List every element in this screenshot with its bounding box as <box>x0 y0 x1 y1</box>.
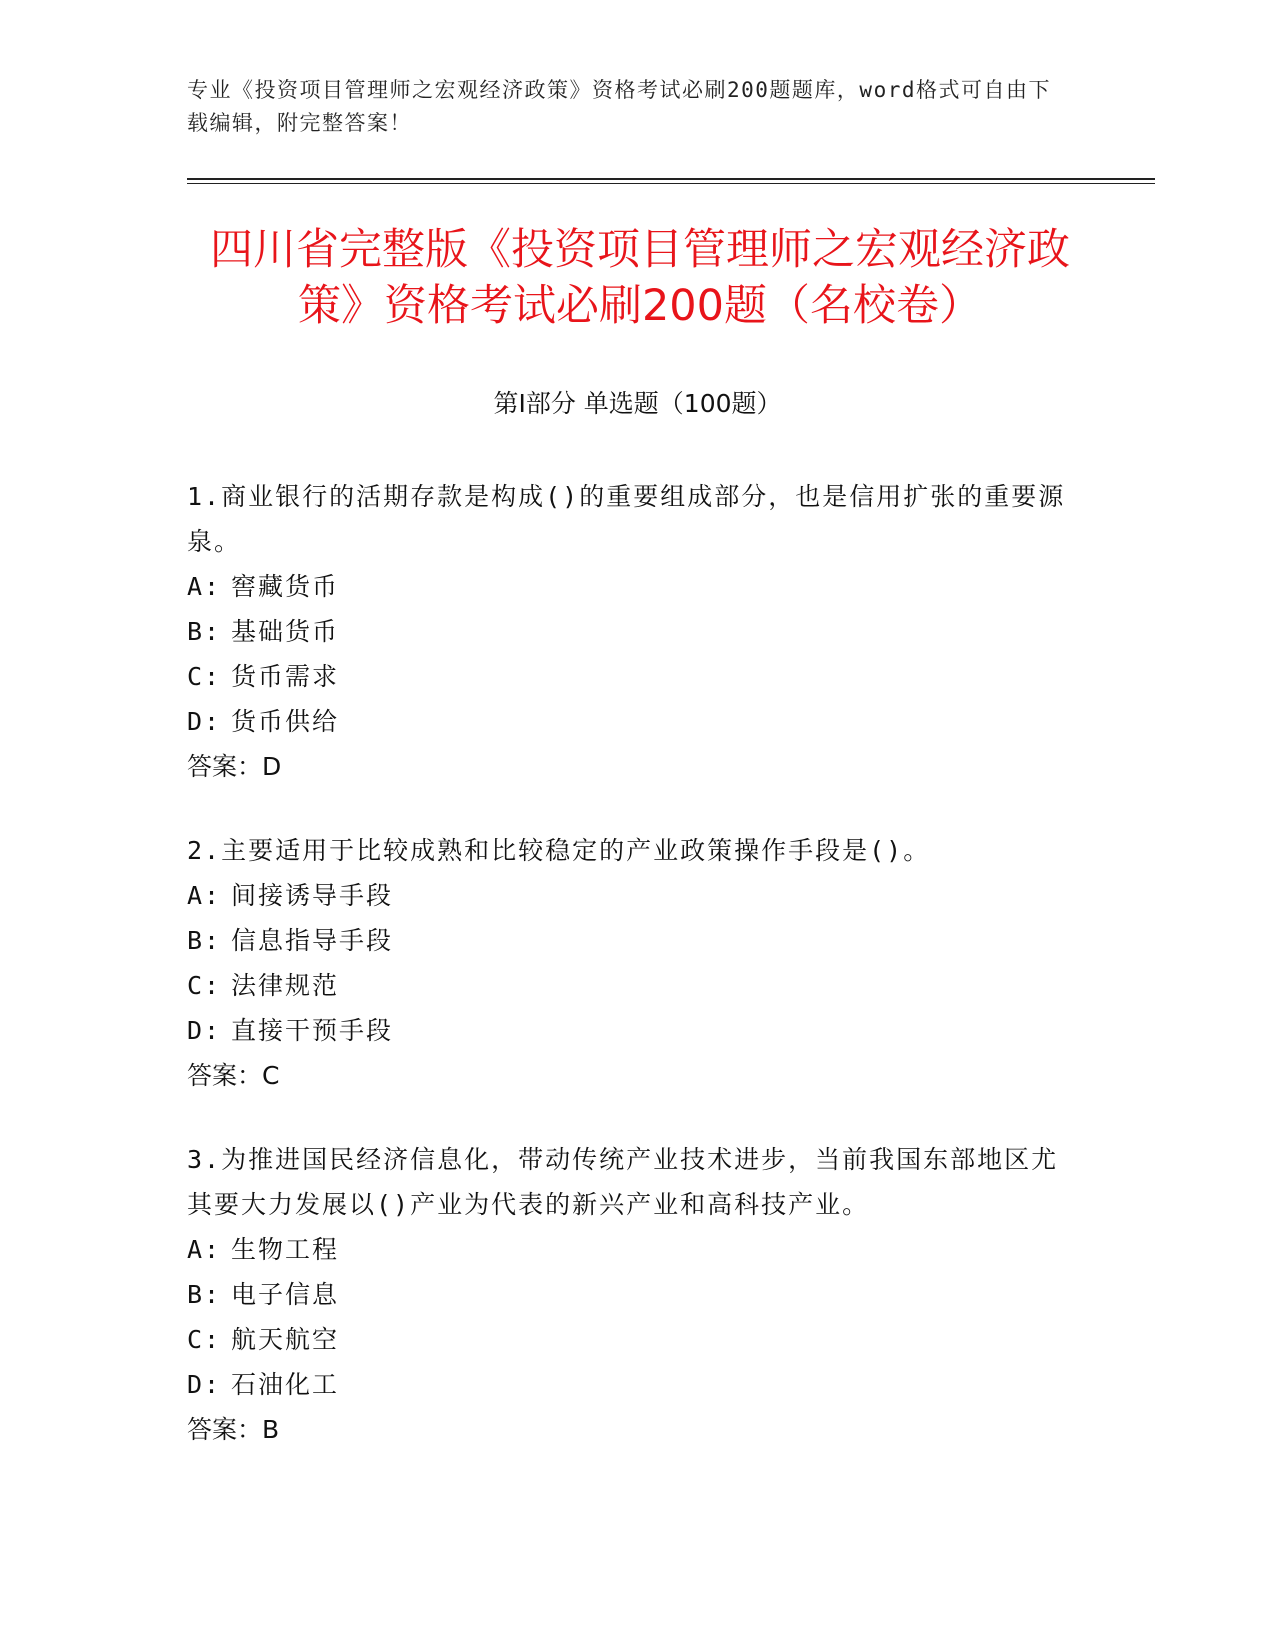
question-3 <box>187 1137 1067 1452</box>
option-d <box>187 1362 1067 1407</box>
option-d <box>187 1008 1067 1053</box>
option-c <box>187 654 1067 699</box>
header-divider-thick <box>187 178 1155 180</box>
header-divider-thin <box>187 183 1155 184</box>
option-letter: B: <box>187 617 222 646</box>
question-stem: 2.主要适用于比较成熟和比较稳定的产业政策操作手段是()。 <box>187 836 931 865</box>
option-text: 石油化工 <box>231 1370 340 1399</box>
option-letter: A: <box>187 881 222 910</box>
option-letter: C: <box>187 1325 222 1354</box>
option-text: 货币需求 <box>231 662 340 691</box>
question-1 <box>187 474 1067 789</box>
answer-line: 答案：C <box>187 1061 280 1090</box>
document-title: 四川省完整版《投资项目管理师之宏观经济政策》资格考试必刷200题（名校卷） <box>210 225 1070 331</box>
option-text: 生物工程 <box>231 1235 340 1264</box>
option-letter: C: <box>187 971 222 1000</box>
option-letter: B: <box>187 926 222 955</box>
option-text: 窖藏货币 <box>231 572 340 601</box>
question-list <box>187 474 1067 1491</box>
option-text: 电子信息 <box>231 1280 340 1309</box>
option-letter: D: <box>187 1370 222 1399</box>
option-letter: D: <box>187 1016 222 1045</box>
option-letter: D: <box>187 707 222 736</box>
option-b <box>187 609 1067 654</box>
option-a <box>187 1227 1067 1272</box>
option-a <box>187 873 1067 918</box>
question-stem: 1.商业银行的活期存款是构成()的重要组成部分，也是信用扩张的重要源泉。 <box>187 482 1066 556</box>
option-text: 航天航空 <box>231 1325 340 1354</box>
option-text: 信息指导手段 <box>231 926 394 955</box>
option-a <box>187 564 1067 609</box>
option-text: 直接干预手段 <box>231 1016 394 1045</box>
option-b <box>187 918 1067 963</box>
header-note: 专业《投资项目管理师之宏观经济政策》资格考试必刷200题题库，word格式可自由下载编辑，附完整答案！ <box>187 78 1051 135</box>
option-letter: C: <box>187 662 222 691</box>
answer-line: 答案：D <box>187 752 282 781</box>
option-c <box>187 1317 1067 1362</box>
option-b <box>187 1272 1067 1317</box>
question-stem: 3.为推进国民经济信息化，带动传统产业技术进步，当前我国东部地区尤其要大力发展以()产业为代表的新兴产业和高科技产业。 <box>187 1145 1059 1219</box>
answer-line: 答案：B <box>187 1415 280 1444</box>
option-c <box>187 963 1067 1008</box>
question-2 <box>187 828 1067 1098</box>
option-d <box>187 699 1067 744</box>
option-letter: A: <box>187 1235 222 1264</box>
option-letter: A: <box>187 572 222 601</box>
option-text: 法律规范 <box>231 971 340 1000</box>
option-text: 货币供给 <box>231 707 340 736</box>
option-text: 间接诱导手段 <box>231 881 394 910</box>
option-text: 基础货币 <box>231 617 340 646</box>
option-letter: B: <box>187 1280 222 1309</box>
section-title: 第Ⅰ部分 单选题（100题） <box>493 389 782 418</box>
